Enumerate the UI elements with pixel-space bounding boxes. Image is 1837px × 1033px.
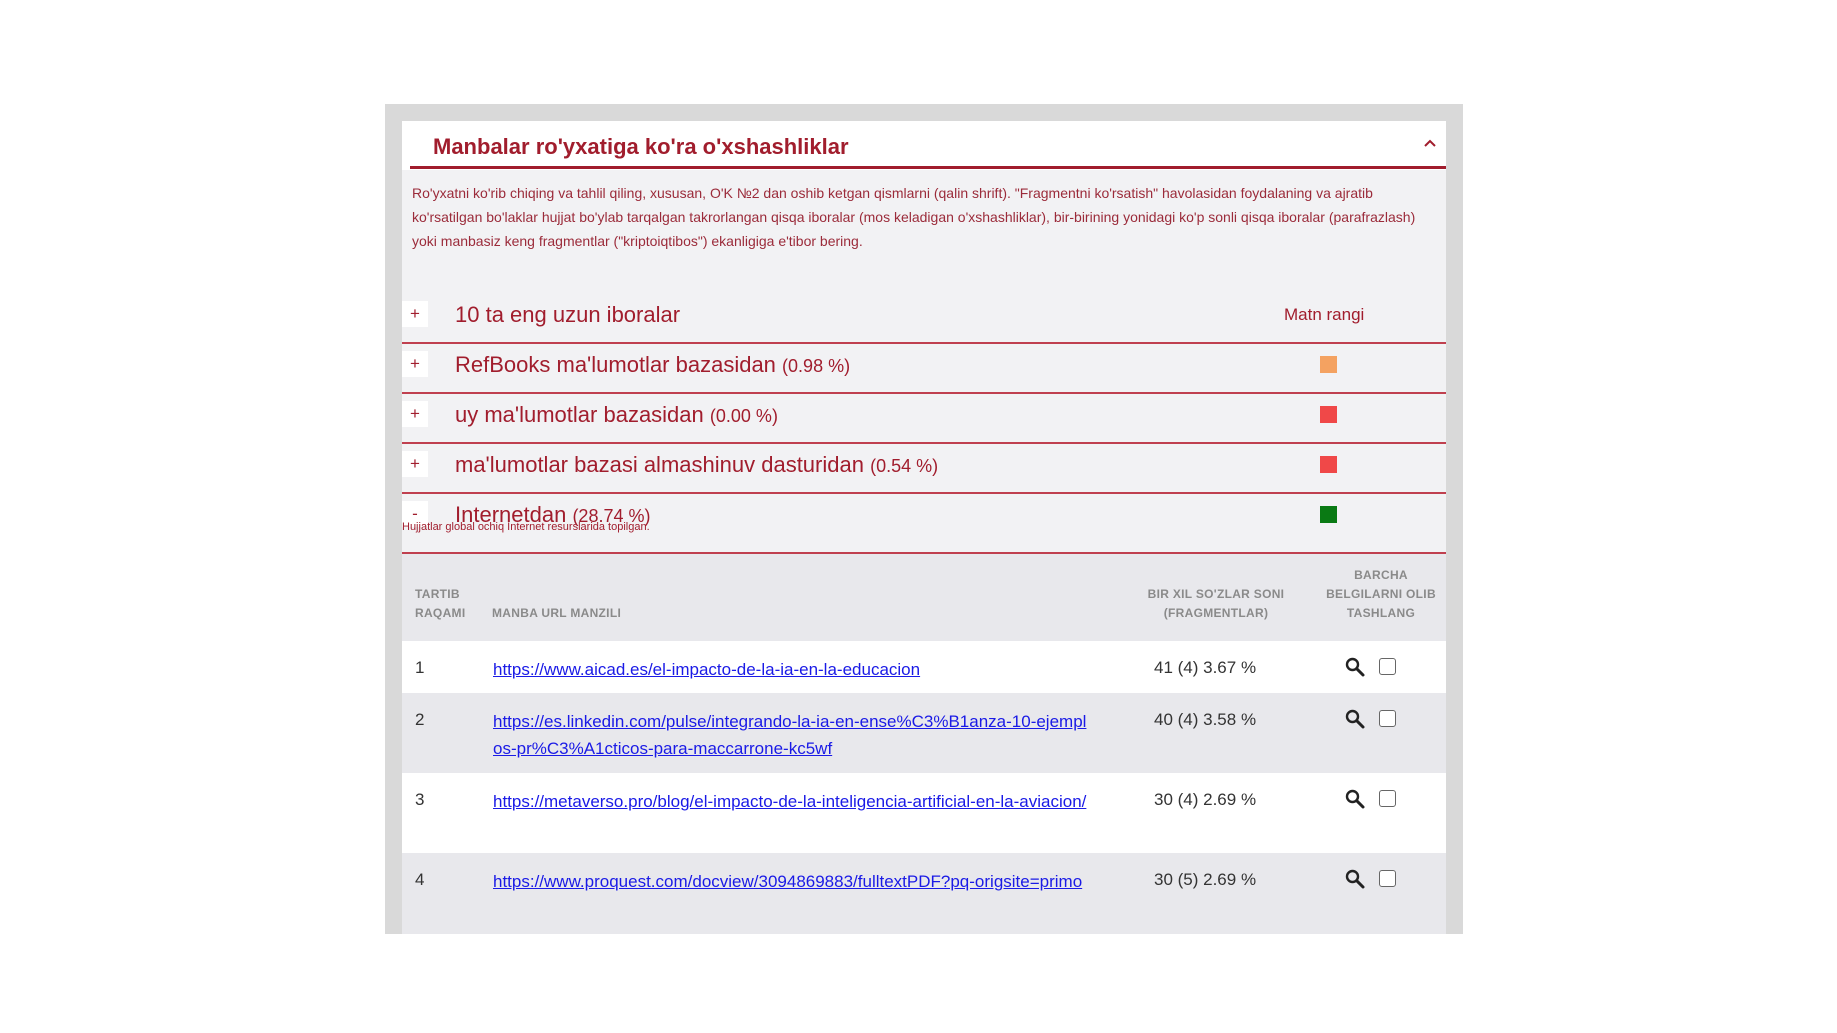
row-number: 3	[415, 790, 425, 809]
collapse-toggle[interactable]: -	[402, 501, 428, 527]
source-url-link[interactable]: https://es.linkedin.com/pulse/integrando-la-ia-en-ense%C3%B1anza-10-ejemplos-pr%C3%A1cticos-para-maccarrone-kc5wf	[493, 712, 1087, 758]
header-divider	[410, 166, 1446, 169]
search-icon[interactable]	[1344, 868, 1366, 890]
source-url-link[interactable]: https://www.aicad.es/el-impacto-de-la-ia-en-la-educacion	[493, 660, 921, 679]
category-label: 10 ta eng uzun iboralar	[455, 302, 681, 327]
category-percent: (0.00 %)	[709, 406, 778, 426]
column-header-clear-all[interactable]: BARCHA BELGILARNI OLIB TASHLANG	[1326, 568, 1436, 620]
color-swatch	[1320, 406, 1337, 423]
word-count: 30 (5) 2.69 %	[1154, 870, 1257, 889]
category-label: Internetdan (28.74 %)	[455, 502, 651, 527]
table-row	[402, 641, 1446, 693]
row-checkbox[interactable]	[1379, 710, 1396, 727]
table-row	[402, 853, 1446, 934]
search-icon[interactable]	[1344, 788, 1366, 810]
expand-toggle[interactable]: +	[402, 401, 428, 427]
source-url-link[interactable]: https://www.proquest.com/docview/3094869883/fulltextPDF?pq-origsite=primo	[493, 872, 1083, 891]
word-count: 30 (4) 2.69 %	[1154, 790, 1257, 809]
category-row-refbooks[interactable]	[402, 345, 1446, 394]
divider	[402, 342, 1446, 344]
similarity-panel	[402, 121, 1446, 934]
color-swatch	[1320, 506, 1337, 523]
expand-toggle[interactable]: +	[402, 451, 428, 477]
panel-description: Ro'yxatni ko'rib chiqing va tahlil qiling, xususan, O'K №2 dan oshib ketgan qismlarni (qalin shrift). "Fragmentni ko'rsatish" havolasidan foydalaning va ajratib ko'rsatilgan bo'laklar hujjat bo'ylab tarqalgan takrorlangan qisqa iboralar (mos keladigan o'xshashliklar), bir-birining yonidagi ko'p sonli qisqa iboralar (parafrazlash) yoki manbasiz keng fragmentlar ("kriptoiqtibos") ekanligiga e'tibor bering.	[412, 185, 1416, 249]
row-checkbox[interactable]	[1379, 790, 1396, 807]
word-count: 40 (4) 3.58 %	[1154, 710, 1257, 729]
table-row	[402, 693, 1446, 773]
category-row-longest-phrases[interactable]	[402, 295, 1446, 344]
row-checkbox[interactable]	[1379, 870, 1396, 887]
category-label: ma'lumotlar bazasi almashinuv dasturidan (0.54 %)	[455, 452, 939, 477]
internet-note: Hujjatlar global ochiq Internet resurslarida topilgan.	[402, 521, 650, 533]
column-header-number: TARTIB RAQAMI	[415, 587, 466, 620]
row-number: 4	[415, 870, 425, 889]
word-count: 41 (4) 3.67 %	[1154, 658, 1257, 677]
category-percent: (0.98 %)	[782, 356, 851, 376]
panel-title: Manbalar ro'yxatiga ko'ra o'xshashliklar	[433, 134, 849, 159]
panel-header[interactable]	[402, 121, 1446, 170]
expand-toggle[interactable]: +	[402, 351, 428, 377]
category-row-exchange-db[interactable]	[402, 445, 1446, 494]
table-header	[402, 554, 1446, 641]
outer-frame	[385, 104, 1463, 934]
category-label: uy ma'lumotlar bazasidan (0.00 %)	[455, 402, 778, 427]
divider	[402, 492, 1446, 494]
category-percent: (28.74 %)	[572, 506, 651, 526]
row-number: 1	[415, 658, 425, 677]
divider	[402, 392, 1446, 394]
expand-toggle[interactable]: +	[402, 301, 428, 327]
source-url-link[interactable]: https://metaverso.pro/blog/el-impacto-de-la-inteligencia-artificial-en-la-aviacion/	[493, 792, 1087, 811]
category-row-home-db[interactable]	[402, 395, 1446, 444]
row-checkbox[interactable]	[1379, 658, 1396, 675]
column-header-word-count: BIR XIL SO'ZLAR SONI (FRAGMENTLAR)	[1147, 587, 1285, 620]
category-label: RefBooks ma'lumotlar bazasidan (0.98 %)	[455, 352, 851, 377]
table-row	[402, 773, 1446, 853]
search-icon[interactable]	[1344, 656, 1366, 678]
color-swatch	[1320, 356, 1337, 373]
column-header-url: MANBA URL MANZILI	[492, 606, 622, 620]
chevron-up-icon[interactable]	[1422, 135, 1438, 151]
text-color-header: Matn rangi	[1284, 305, 1365, 324]
row-number: 2	[415, 710, 425, 729]
category-percent: (0.54 %)	[870, 456, 939, 476]
divider	[402, 442, 1446, 444]
color-swatch	[1320, 456, 1337, 473]
search-icon[interactable]	[1344, 708, 1366, 730]
